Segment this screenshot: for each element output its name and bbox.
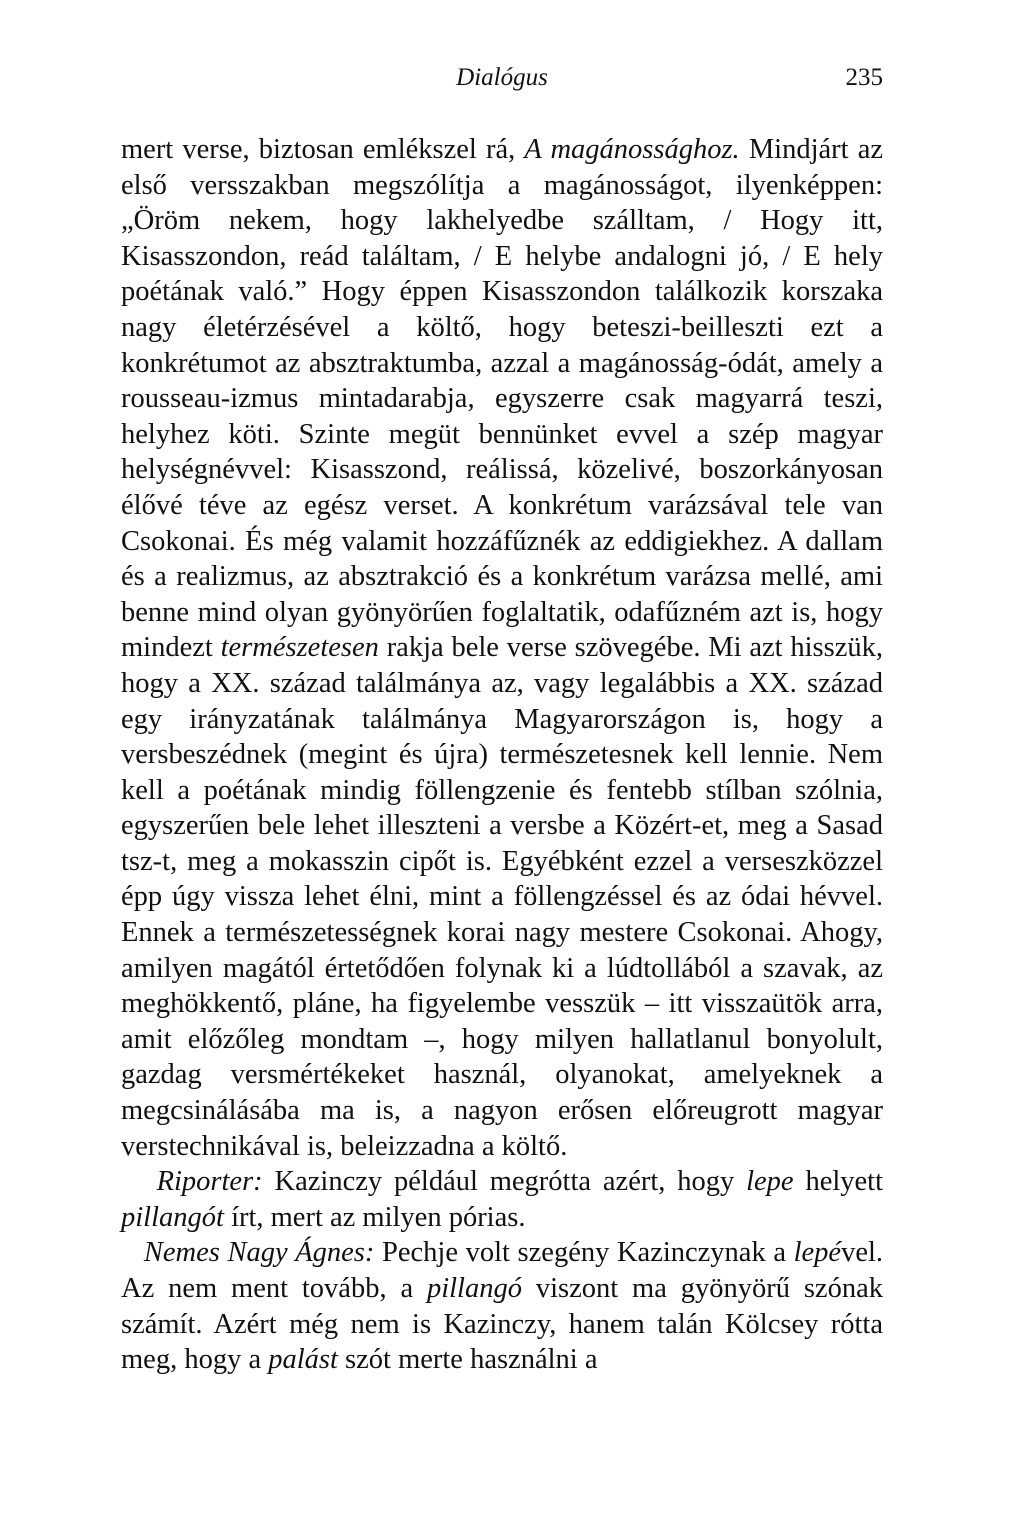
text-run: Mindjárt az első versszakban megszólítja a magánosságot, ilyenképpen: „Öröm nekem, hogy lakhelyedbe szálltam, / Hogy itt, Kisasszondon, reád találtam, / E helybe andalogni jó, / E hely poétának való.” Hogy éppen Kisasszondon találkozik korszaka nagy életérzésével a költő, hogy beteszi-beilleszti ezt a konkrétumot az absztraktumba, azzal a magánosság-ódát, amely a rousseau-izmus mintadarabja, egyszerre csak magyarrá teszi, helyhez köti. Szinte megüt bennünket evvel a szép magyar helységnévvel: Kisasszond, reálissá, közelivé, boszorkányosan élővé téve az egész verset. A konkrétum varázsával tele van Csokonai. És még valamit hozzáfűznék az eddigiekhez. A dallam és a realizmus, az absztrakció és a konkrétum varázsa mellé, ami benne mind olyan gyönyörűen foglaltatik, odafűzném azt is, hogy mindezt (121, 134, 884, 664)
emphasis: lepé (793, 1237, 842, 1269)
speaker-label: Riporter: (156, 1166, 263, 1198)
emphasis: lepe (746, 1166, 794, 1198)
text-run: helyett (793, 1166, 883, 1198)
speaker-label: Nemes Nagy Ágnes: (143, 1237, 375, 1269)
poem-title: A magánossághoz. (524, 134, 740, 165)
text-run: írt, mert az milyen pórias. (223, 1201, 526, 1233)
emphasis: pillangót (121, 1201, 224, 1233)
page-number: 235 (845, 64, 883, 91)
paragraph-continuation (121, 132, 883, 1164)
emphasis: pillangó (426, 1273, 522, 1304)
text-run: Kazinczy például megrótta azért, hogy (262, 1166, 747, 1198)
text-run: mert verse, biztosan emlékszel rá, (121, 134, 525, 165)
dialogue-nemes-nagy (121, 1235, 883, 1377)
running-title: Dialógus (456, 64, 548, 91)
emphasis: palást (268, 1344, 338, 1376)
text-run: szót merte használni a (337, 1344, 598, 1376)
emphasis: természetesen (220, 632, 379, 664)
book-page (121, 58, 883, 1378)
text-run: viszont ma gyönyörű szónak számít. Azért még nem is Kazinczy, hanem talán Kölcsey rótta meg, hogy a (121, 1273, 883, 1376)
body-text (121, 132, 883, 1378)
text-run: vel. Az nem ment tovább, a (121, 1237, 884, 1304)
text-run: Pechje volt szegény Kazinczynak a (374, 1237, 794, 1269)
dialogue-riporter (121, 1164, 883, 1235)
page-header (121, 58, 883, 98)
text-run: rakja bele verse szövegébe. Mi azt hisszük, hogy a XX. század találmánya az, vagy legalábbis a XX. század egy irányzatának találmánya Magyarországon is, hogy a versbeszédnek (megint és újra) természetesnek kell lennie. Nem kell a poétának mindig föllengzenie és fentebb stílban szólnia, egyszerűen bele lehet illeszteni a versbe a Közért-et, meg a Sasad tsz-t, meg a mokasszin cipőt is. Egyébként ezzel a verseszközzel épp úgy vissza lehet élni, mint a föllengzéssel és az ódai hévvel. Ennek a természetességnek korai nagy mestere Csokonai. Ahogy, amilyen magától értetődően folynak ki a lúdtollából a szavak, az meghökkentő, pláne, ha figyelembe vesszük – itt visszaütök arra, amit előzőleg mondtam –, hogy milyen hallatlanul bonyolult, gazdag versmértékeket használ, olyanokat, amelyeknek a megcsinálásába ma is, a nagyon erősen előreugrott magyar verstechnikával is, beleizzadna a költő. (121, 632, 883, 1162)
